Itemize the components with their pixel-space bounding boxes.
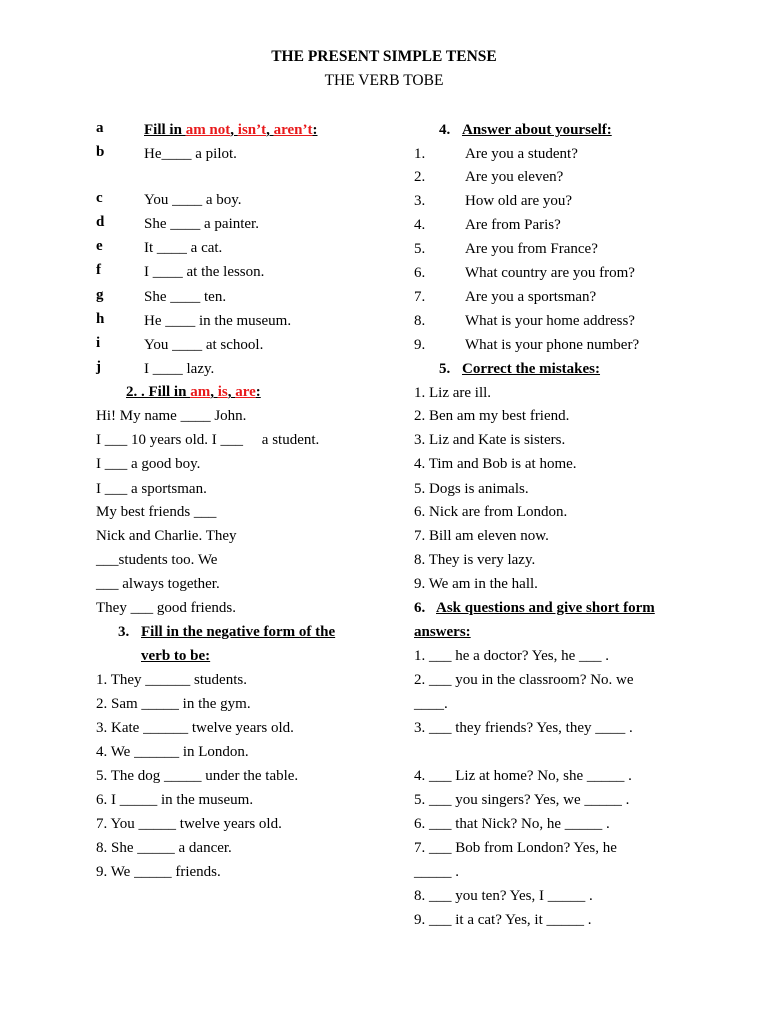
section2-line: They ___ good friends.	[96, 600, 236, 616]
section2-line: I ___ a sportsman.	[96, 481, 207, 497]
section6-number: 6.	[414, 600, 426, 616]
section5-heading: Correct the mistakes:	[462, 361, 601, 377]
section5-item: 7. Bill am eleven now.	[414, 528, 549, 544]
section5-item: 8. They is very lazy.	[414, 552, 536, 568]
item-letter: h	[96, 311, 105, 327]
section2-line: ___ always together.	[96, 576, 220, 592]
section3-item: 5. The dog _____ under the table.	[96, 768, 299, 784]
section4-question: Are you from France?	[465, 241, 598, 257]
section5-item: 3. Liz and Kate is sisters.	[414, 432, 566, 448]
section5-item: 2. Ben am my best friend.	[414, 408, 570, 424]
item-number: 6.	[414, 265, 426, 281]
item-letter: c	[96, 190, 103, 206]
section6-heading-cont: answers:	[414, 624, 471, 640]
section1-item: She ____ a painter.	[144, 216, 259, 232]
section6-heading: Ask questions and give short form	[436, 600, 655, 616]
item-number: 1.	[414, 146, 426, 162]
item-number: 5.	[414, 241, 426, 257]
section5-item: 5. Dogs is animals.	[414, 481, 529, 497]
section2-line: Nick and Charlie. They	[96, 528, 237, 544]
section2-line: Hi! My name ____ John.	[96, 408, 247, 424]
section1-heading: Fill in am not, isn’t, aren’t:	[144, 122, 318, 138]
section4-question: Are you a sportsman?	[465, 289, 597, 305]
item-letter: j	[96, 359, 101, 375]
section4-question: Are you eleven?	[465, 169, 564, 185]
section2-line: My best friends ___	[96, 504, 217, 520]
item-letter: a	[96, 120, 104, 136]
section3-item: 3. Kate ______ twelve years old.	[96, 720, 294, 736]
section4-question: Are you a student?	[465, 146, 578, 162]
section6-item: 7. ___ Bob from London? Yes, he	[414, 840, 617, 856]
section6-item: 2. ___ you in the classroom? No. we	[414, 672, 634, 688]
section3-item: 1. They ______ students.	[96, 672, 247, 688]
section1-item: I ____ lazy.	[144, 361, 215, 377]
item-number: 2.	[414, 169, 426, 185]
section3-item: 2. Sam _____ in the gym.	[96, 696, 251, 712]
section1-item: I ____ at the lesson.	[144, 264, 265, 280]
item-letter: d	[96, 214, 105, 230]
section6-item: 1. ___ he a doctor? Yes, he ___ .	[414, 648, 609, 664]
section3-heading-cont: verb to be:	[141, 648, 211, 664]
section5-item: 6. Nick are from London.	[414, 504, 568, 520]
section6-item: 8. ___ you ten? Yes, I _____ .	[414, 888, 593, 904]
section3-heading: Fill in the negative form of the	[141, 624, 336, 640]
item-number: 7.	[414, 289, 426, 305]
section2-heading: 2. . Fill in am, is, are:	[126, 384, 261, 400]
section3-item: 9. We _____ friends.	[96, 864, 221, 880]
page-title: THE PRESENT SIMPLE TENSE	[271, 48, 497, 65]
section2-line: ___students too. We	[96, 552, 218, 568]
section4-question: Are from Paris?	[465, 217, 561, 233]
section1-item: He____ a pilot.	[144, 146, 237, 162]
section4-question: What is your phone number?	[465, 337, 640, 353]
section2-line: I ___ a good boy.	[96, 456, 201, 472]
section6-item: 5. ___ you singers? Yes, we _____ .	[414, 792, 630, 808]
section4-number: 4.	[439, 122, 451, 138]
section6-item: 6. ___ that Nick? No, he _____ .	[414, 816, 610, 832]
section3-item: 4. We ______ in London.	[96, 744, 249, 760]
section1-item: She ____ ten.	[144, 289, 227, 305]
item-number: 3.	[414, 193, 426, 209]
section3-item: 7. You _____ twelve years old.	[96, 816, 282, 832]
section1-item: You ____ at school.	[144, 337, 264, 353]
section1-item: You ____ a boy.	[144, 192, 242, 208]
section4-question: What is your home address?	[465, 313, 635, 329]
item-letter: i	[96, 335, 101, 351]
section3-number: 3.	[118, 624, 130, 640]
section3-item: 6. I _____ in the museum.	[96, 792, 254, 808]
section6-item-cont: ____.	[414, 696, 448, 712]
section5-number: 5.	[439, 361, 451, 377]
section4-question: What country are you from?	[465, 265, 635, 281]
page-subtitle: THE VERB TOBE	[324, 72, 444, 89]
section6-item-cont: _____ .	[414, 864, 459, 880]
section4-heading: Answer about yourself:	[462, 122, 612, 138]
item-letter: g	[96, 287, 104, 303]
item-letter: b	[96, 144, 105, 160]
item-number: 9.	[414, 337, 426, 353]
item-letter: f	[96, 262, 101, 278]
section6-item: 4. ___ Liz at home? No, she _____ .	[414, 768, 632, 784]
item-number: 4.	[414, 217, 426, 233]
section6-item: 9. ___ it a cat? Yes, it _____ .	[414, 912, 592, 928]
item-letter: e	[96, 238, 103, 254]
section1-item: It ____ a cat.	[144, 240, 223, 256]
section3-item: 8. She _____ a dancer.	[96, 840, 232, 856]
item-number: 8.	[414, 313, 426, 329]
section5-item: 9. We am in the hall.	[414, 576, 538, 592]
section5-item: 4. Tim and Bob is at home.	[414, 456, 577, 472]
section1-item: He ____ in the museum.	[144, 313, 292, 329]
section6-item: 3. ___ they friends? Yes, they ____ .	[414, 720, 633, 736]
section4-question: How old are you?	[465, 193, 573, 209]
section5-item: 1. Liz are ill.	[414, 385, 492, 401]
section2-line: I ___ 10 years old. I ___ a student.	[96, 432, 320, 448]
